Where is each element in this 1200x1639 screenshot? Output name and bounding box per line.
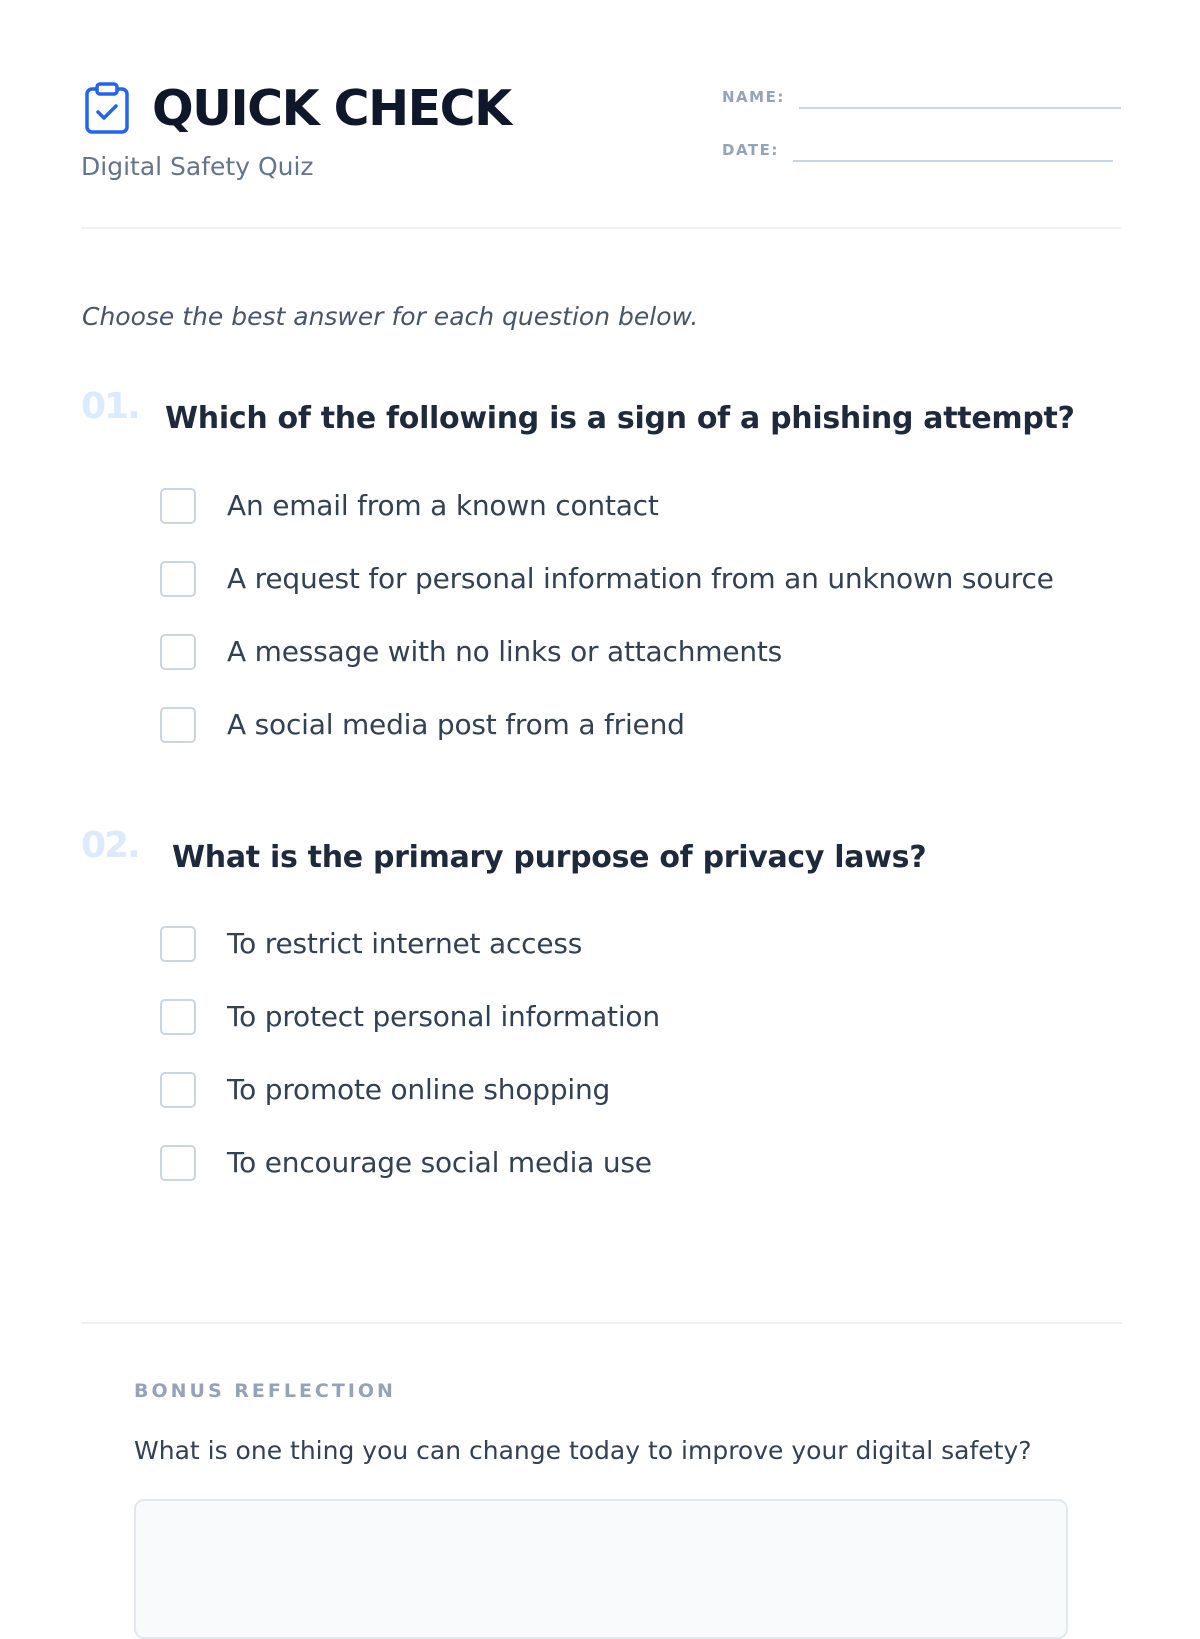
answer-checkbox[interactable] (160, 488, 196, 524)
answer-option[interactable] (160, 634, 1054, 707)
answer-checkbox[interactable] (160, 707, 196, 743)
answer-label: To restrict internet access (227, 927, 583, 960)
bonus-answer-field[interactable] (134, 1499, 1068, 1639)
question-text: What is the primary purpose of privacy laws? (172, 840, 927, 875)
header-divider (81, 227, 1122, 229)
answer-checkbox[interactable] (160, 1072, 196, 1108)
answer-option[interactable] (160, 999, 660, 1072)
question-number: 02. (81, 825, 139, 866)
name-label: NAME: (722, 88, 785, 106)
answer-option[interactable] (160, 707, 1054, 780)
clipboard-check-icon (84, 82, 130, 134)
question-number: 01. (81, 386, 139, 427)
instructions: Choose the best answer for each question below. (82, 302, 699, 331)
answer-option[interactable] (160, 1145, 660, 1218)
name-field (722, 90, 1121, 105)
answer-checkbox[interactable] (160, 1145, 196, 1181)
bonus-label: BONUS REFLECTION (134, 1380, 396, 1402)
answer-checkbox[interactable] (160, 926, 196, 962)
answer-label: To encourage social media use (227, 1146, 652, 1179)
answer-checkbox[interactable] (160, 999, 196, 1035)
header-brand (84, 79, 511, 137)
answer-option[interactable] (160, 561, 1054, 634)
answer-label: An email from a known contact (227, 489, 659, 522)
answer-label: To protect personal information (227, 1000, 660, 1033)
name-write-line[interactable] (799, 107, 1121, 109)
date-field (722, 143, 1113, 158)
answer-options (160, 488, 1054, 780)
answer-label: To promote online shopping (227, 1073, 611, 1106)
page-title: QUICK CHECK (152, 79, 511, 137)
answer-option[interactable] (160, 488, 1054, 561)
bonus-question: What is one thing you can change today to improve your digital safety? (134, 1436, 1032, 1465)
answer-checkbox[interactable] (160, 561, 196, 597)
answer-option[interactable] (160, 1072, 660, 1145)
answer-label: A request for personal information from an unknown source (227, 562, 1054, 595)
answer-label: A social media post from a friend (227, 708, 685, 741)
answer-option[interactable] (160, 926, 660, 999)
date-write-line[interactable] (793, 160, 1113, 162)
answer-options (160, 926, 660, 1218)
answer-checkbox[interactable] (160, 634, 196, 670)
date-label: DATE: (722, 141, 779, 159)
bonus-divider (81, 1322, 1122, 1324)
answer-label: A message with no links or attachments (227, 635, 783, 668)
question-text: Which of the following is a sign of a phishing attempt? (165, 401, 1075, 436)
page-subtitle: Digital Safety Quiz (81, 152, 314, 181)
